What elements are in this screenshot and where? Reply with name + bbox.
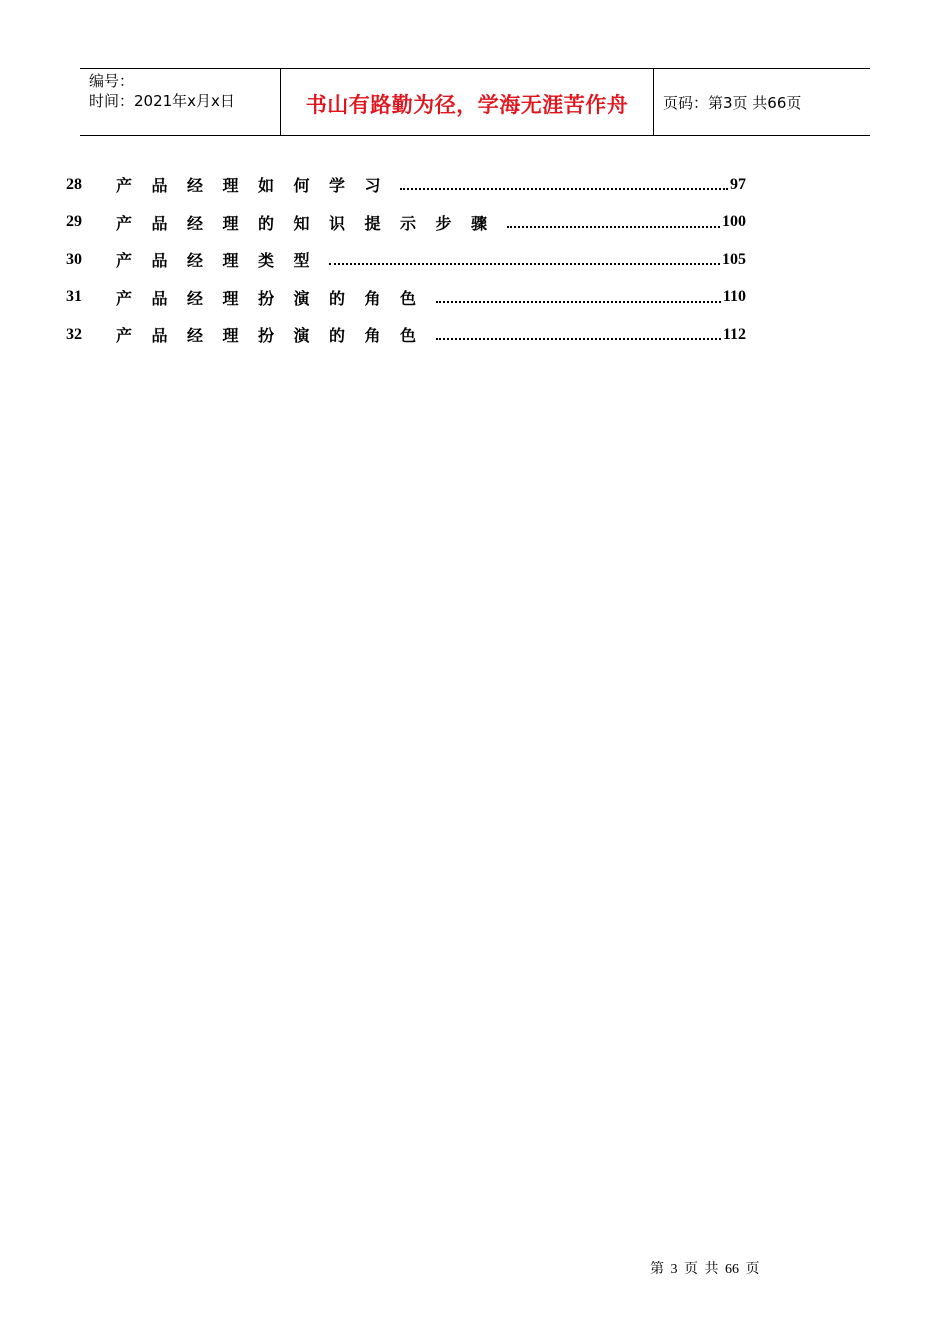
toc-entry-title: 产 品 经 理 的 知 识 提 示 步 骤 [116,213,488,233]
toc-leader-dots [436,300,721,303]
toc-entry-page: 112 [722,325,746,343]
header-meta-cell [80,69,281,135]
toc-entry-page: 97 [730,175,746,193]
motto-text: 书山有路勤为径，学海无涯苦作舟 [305,93,629,117]
code-label: 编号： [89,72,135,90]
toc-entry[interactable] [66,241,746,279]
toc-entry-number: 29 [66,213,82,231]
toc-entry[interactable] [66,166,746,204]
toc-entry-page: 110 [722,288,746,306]
document-header [80,68,870,136]
toc-entry-number: 32 [66,325,82,343]
toc-entry[interactable] [66,316,746,354]
toc-entry-title: 产 品 经 理 扮 演 的 角 色 [116,326,417,346]
toc-entry-title: 产 品 经 理 如 何 学 习 [116,176,381,196]
table-of-contents [66,166,746,354]
toc-entry-title: 产 品 经 理 扮 演 的 角 色 [116,288,417,308]
toc-leader-dots [507,225,721,228]
toc-leader-dots [329,262,720,265]
page-info: 页码：第3页 共66页 [663,93,802,112]
toc-entry-number: 30 [66,250,82,268]
toc-entry[interactable] [66,204,746,242]
toc-entry-page: 105 [722,250,746,268]
header-page-cell [654,69,870,135]
page-footer: 第 3 页 共 66 页 [650,1262,760,1277]
toc-entry-title: 产 品 经 理 类 型 [116,251,310,271]
toc-entry-number: 28 [66,175,82,193]
toc-entry-page: 100 [722,213,746,231]
toc-leader-dots [400,187,728,190]
toc-entry[interactable] [66,279,746,317]
header-motto-cell [281,69,654,135]
toc-leader-dots [436,337,721,340]
toc-entry-number: 31 [66,288,82,306]
date-label: 时间：2021年x月x日 [89,92,235,110]
